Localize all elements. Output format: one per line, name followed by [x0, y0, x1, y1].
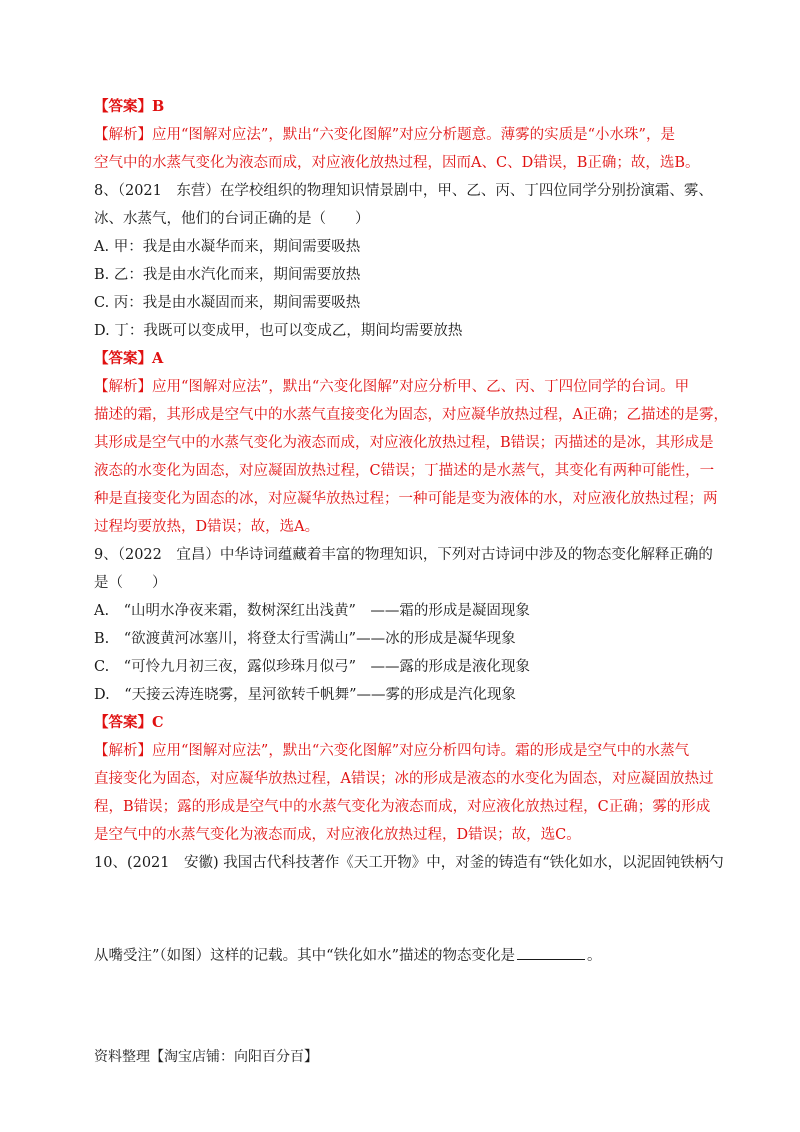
question-line: A. 甲：我是由水凝华而来，期间需要吸热	[94, 239, 361, 255]
analysis-line: 种是直接变化为固态的冰，对应凝华放热过程；一种可能是变为液体的水，对应液化放热过程；两	[94, 491, 718, 507]
analysis-block	[94, 737, 714, 849]
question-line: D. 丁：我既可以变成甲，也可以变成乙，期间均需要放热	[94, 323, 463, 339]
analysis-line: 【解析】应用“图解对应法”，默出“六变化图解”对应分析甲、乙、丙、丁四位同学的台词。甲	[94, 379, 690, 395]
analysis-line: 液态的水变化为固态，对应凝固放热过程，C错误；丁描述的是水蒸气，其变化有两种可能性，一	[94, 463, 715, 479]
answer-block	[94, 345, 714, 373]
analysis-line: 直接变化为固态，对应凝华放热过程，A错误；冰的形成是液态的水变化为固态，对应凝固放热过	[94, 771, 714, 787]
answer-block	[94, 709, 714, 737]
analysis-line: 过程均要放热，D错误；故，选A。	[94, 519, 320, 535]
analysis-line: 【解析】应用“图解对应法”，默出“六变化图解”对应分析四句诗。霜的形成是空气中的水蒸气	[94, 743, 690, 759]
question-line: 是（ ）	[94, 575, 167, 591]
analysis-line: 程，B错误；露的形成是空气中的水蒸气变化为液态而成，对应液化放热过程，C正确；雾的形成	[94, 799, 711, 815]
question-line: C. 丙：我是由水凝固而来，期间需要吸热	[94, 295, 361, 311]
question-10-end: 。	[587, 948, 602, 964]
answer-line: 【答案】B	[94, 98, 165, 115]
question-line: D. “天接云涛连晓雾，星河欲转千帆舞”——雾的形成是汽化现象	[94, 687, 517, 703]
answer-block	[94, 93, 714, 121]
question-line: 9、（2022 宜昌）中华诗词蕴藏着丰富的物理知识，下列对古诗词中涉及的物态变化解释正确的	[94, 547, 713, 563]
question-line: C. “可怜九月初三夜，露似珍珠月似弓” ——露的形成是液化现象	[94, 659, 531, 675]
question-line: 10、(2021 安徽) 我国古代科技著作《天工开物》中，对釜的铸造有“铁化如水，以泥固钝铁柄勺	[94, 855, 724, 871]
footer-note: 资料整理【淘宝店铺：向阳百分百】	[94, 1049, 318, 1065]
question-block	[94, 177, 714, 345]
analysis-block	[94, 373, 728, 541]
analysis-line: 描述的霜，其形成是空气中的水蒸气直接变化为固态，对应凝华放热过程，A正确；乙描述的是雾，	[94, 407, 728, 423]
question-block	[94, 849, 724, 877]
answer-line: 【答案】A	[94, 350, 164, 367]
question-line: B. 乙：我是由水汽化而来，期间需要放热	[94, 267, 361, 283]
analysis-line: 空气中的水蒸气变化为液态而成，对应液化放热过程，因而A、C、D错误，B正确；故，选B。	[94, 155, 700, 171]
analysis-block	[94, 121, 714, 177]
question-line: B. “欲渡黄河冰塞川，将登太行雪满山”——冰的形成是凝华现象	[94, 631, 516, 647]
question-block	[94, 541, 714, 709]
question-line: 8、（2021 东营）在学校组织的物理知识情景剧中，甲、乙、丙、丁四位同学分别扮演霜、雾、	[94, 183, 713, 199]
question-10-last-line	[94, 941, 602, 969]
answer-line: 【答案】C	[94, 714, 164, 731]
document-body	[94, 93, 728, 877]
analysis-line: 【解析】应用“图解对应法”，默出“六变化图解”对应分析题意。薄雾的实质是“小水珠”，是	[94, 127, 675, 143]
question-line: 冰、水蒸气，他们的台词正确的是（ ）	[94, 211, 370, 227]
question-10-text: 从嘴受注”（如图）这样的记载。其中“铁化如水”描述的物态变化是	[94, 948, 515, 964]
analysis-line: 其形成是空气中的水蒸气变化为液态而成，对应液化放热过程，B错误；丙描述的是冰，其形成是	[94, 435, 714, 451]
analysis-line: 是空气中的水蒸气变化为液态而成，对应液化放热过程，D错误；故，选C。	[94, 827, 581, 843]
answer-blank[interactable]	[517, 941, 585, 960]
question-line: A. “山明水净夜来霜，数树深红出浅黄” ——霜的形成是凝固现象	[94, 603, 530, 619]
